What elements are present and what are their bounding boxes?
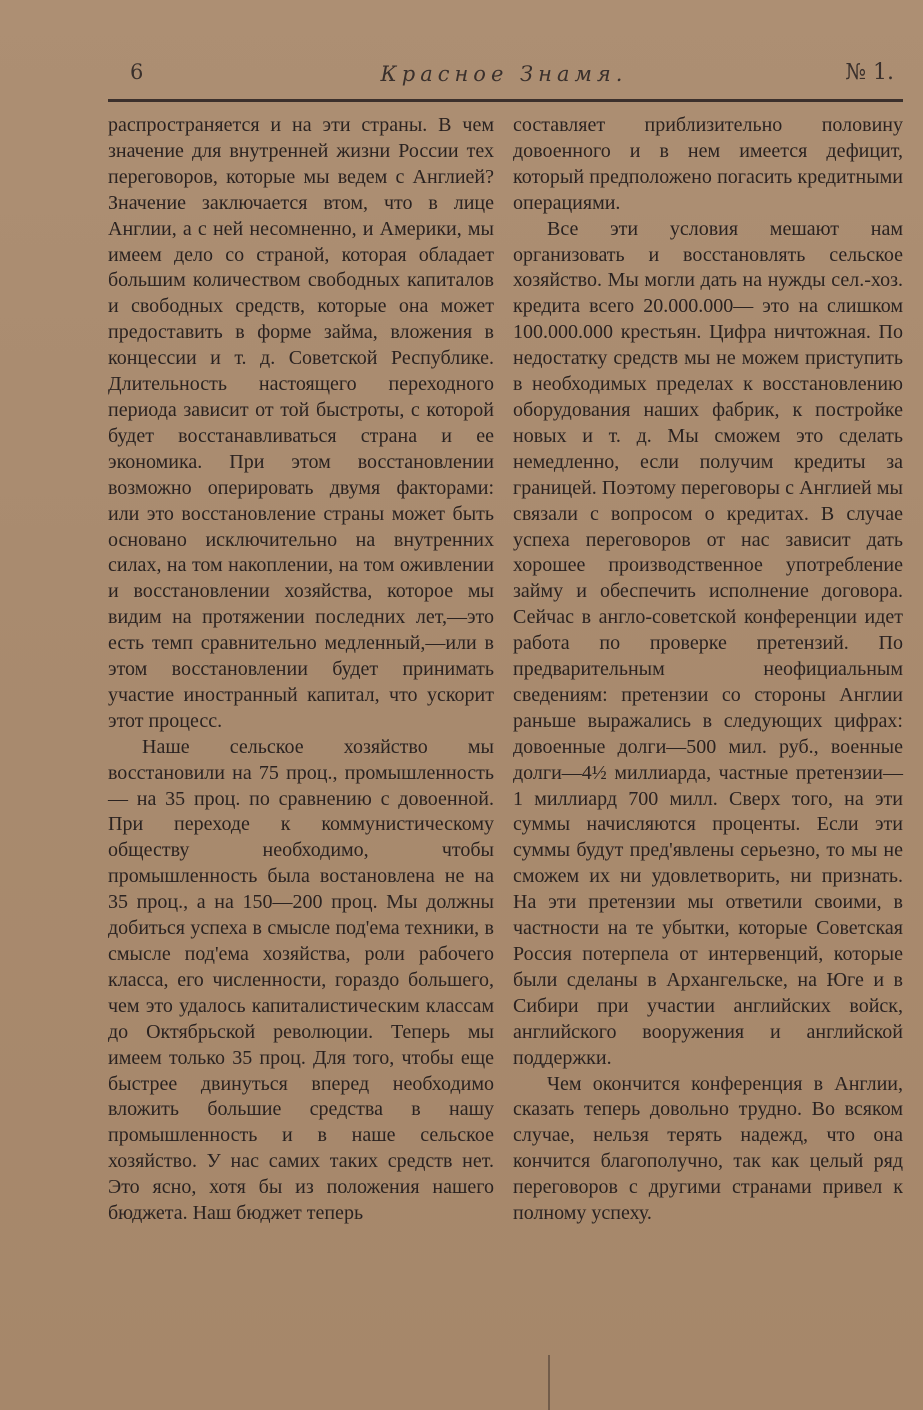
page-header — [108, 60, 900, 94]
right-paragraph-3: Чем окончится конференция в Англии, сказать теперь довольно трудно. Во всяком случае, нельзя терять надежд, что она кончится благополучно, так как целый ряд переговоров с другими странами привел к полному успеху. — [513, 1072, 903, 1225]
right-paragraph-1: составляет приблизительно половину довоенного и в нем имеется дефицит, который предположено погасить кредитными операциями. — [513, 114, 903, 214]
left-paragraph-2: Наше сельское хозяйство мы восстановили на 75 проц., промышленность— на 35 проц. по сравнению с довоенной. При переходе к коммунистическому обществу необходимо, чтобы промышленность была востановлена не на 35 проц., а на 150—200 проц. Мы должны добиться успеха в смысле под'ема техники, в смысле под'ема хозяйства, роли рабочего класса, его численности, гораздо большего, чем это удалось капиталистическим классам до Октябрьской революции. Теперь мы имеем только 35 проц. Для того, чтобы еще быстрее двинуться вперед необходимо вложить большие средства в нашу промышленность и в наше сельское хозяйство. У нас самих таких средств нет. Это ясно, хотя бы из положения нашего бюджета. Наш бюджет теперь — [108, 735, 494, 1225]
right-paragraph-2: Все эти условия мешают нам организовать и восстановлять сельское хозяйство. Мы могли дать на нужды сел.-хоз. кредита всего 20.000.000— это на слишком 100.000.000 крестьян. Цифра ничтожная. По недостатку средств мы не можем приступить в необходимых пределах к восстановлению оборудования наших фабрик, к постройке новых и т. д. Мы сможем это сделать немедленно, если получим кредиты за границей. Поэтому переговоры с Англией мы связали с вопросом о кредитах. В случае успеха переговоров от нас зависит дать хорошее производственное употребление займу и обеспечить исполнение договора. Сейчас в англо-советской конференции идет работа по проверке претензий. По предварительным неофициальным сведениям: претензии со стороны Англии раньше выражались в следующих цифрах: довоенные долги—500 мил. руб., военные долги—4½ миллиарда, частные претензии—1 миллиард 700 милл. Сверх того, на эти суммы начисляются проценты. Если эти суммы будут пред'явлены серьезно, то мы не сможем их ни удовлетворить, ни признать. На эти претензии мы ответили своими, в частности на те убытки, которые Советская Россия потерпела от интервенций, которые были сделаны в Архангельске, на Юге и в Сибири при участии английских войск, английского вооружения и английской поддержки. — [513, 217, 903, 1069]
right-column — [513, 113, 903, 1227]
header-rule — [108, 99, 903, 102]
newspaper-title: Красное Знамя. — [380, 62, 628, 86]
page-number: 6 — [130, 60, 144, 84]
issue-number: № 1. — [845, 60, 894, 85]
left-column — [108, 113, 494, 1227]
left-paragraph-1: распространяется и на эти страны. В чем значение для внутренней жизни России тех переговоров, которые мы ведем с Англией? Значение заключается втом, что в лице Англии, а с ней несомненно, и Америки, мы имеем дело со страной, которая обладает большим количеством свободных капиталов и свободных средств, которые она может предоставить в форме займа, вложения в концессии и т. д. Советской Республике. Длительность настоящего переходного периода зависит от той быстроты, с которой будет восстанавливаться страна и ее экономика. При этом восстановлении возможно оперировать двумя факторами: или это восстановление страны может быть основано исключительно на внутренних силах, на том накоплении, на том оживлении и восстановлении хозяйства, которое мы видим на протяжении последних лет,—это есть темп сравнительно медленный,—или в этом восстановлении будет принимать участие иностранный капитал, что ускорит этот процесс. — [108, 114, 494, 732]
paper-fold-mark — [548, 1355, 550, 1410]
